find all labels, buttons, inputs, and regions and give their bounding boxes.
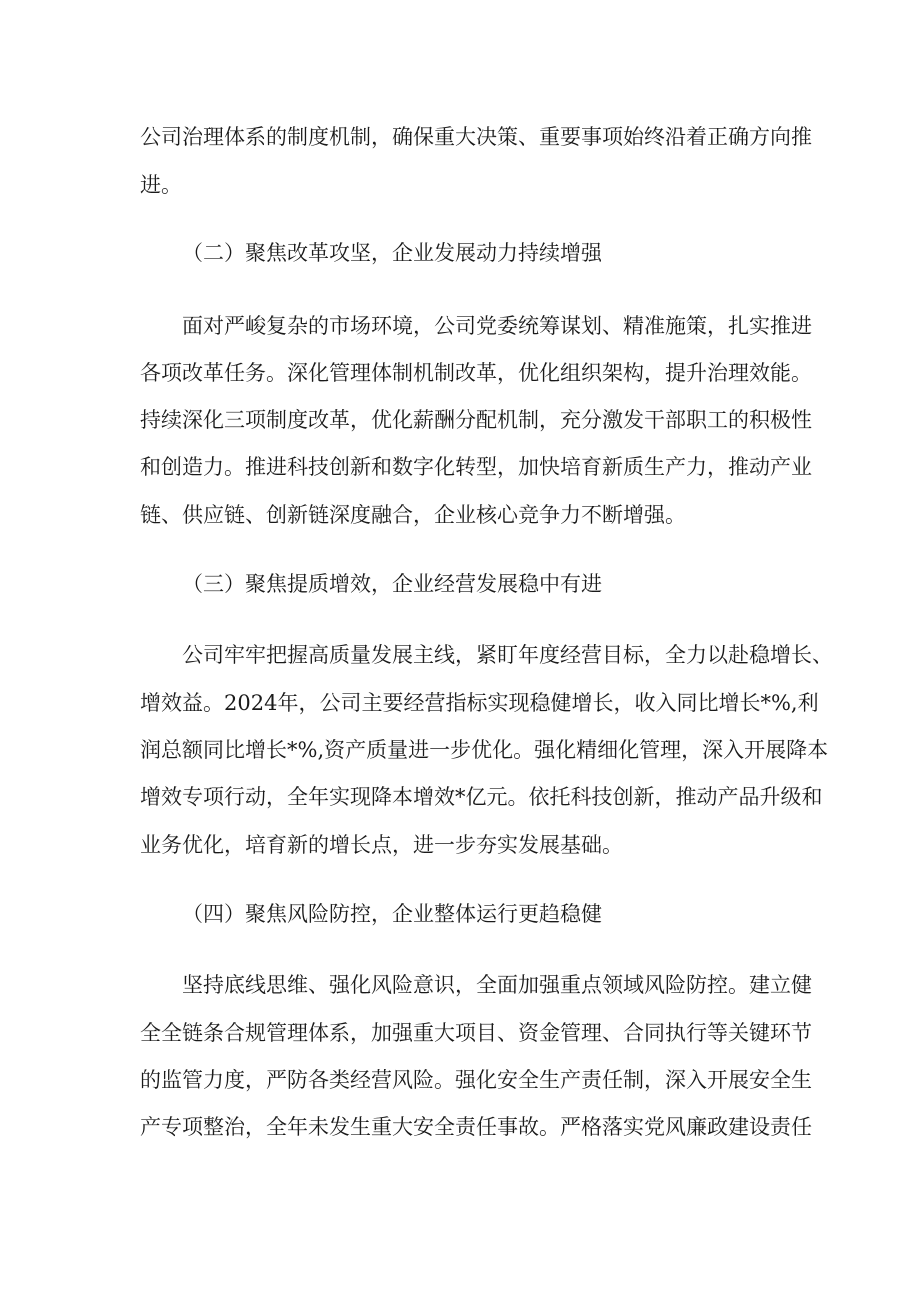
paragraph-3-line-1: 公司牢牢把握高质量发展主线，紧盯年度经营目标，全力以赴稳增长、 [182,643,833,667]
paragraph-2-line-1: 面对严峻复杂的市场环境，公司党委统筹谋划、精准施策，扎实推进 [182,314,812,338]
paragraph-3-line-5: 业务优化，培育新的增长点，进一步夯实发展基础。 [140,833,623,857]
section-heading-3: （三）聚焦提质增效，企业经营发展稳中有进 [182,572,602,596]
paragraph-4-line-4: 产专项整治，全年未发生重大安全责任事故。严格落实党风廉政建设责任 [140,1115,812,1139]
section-heading-4: （四）聚焦风险防控，企业整体运行更趋稳健 [182,902,602,926]
paragraph-2-line-2: 各项改革任务。深化管理体制机制改革，优化组织架构，提升治理效能。 [140,361,812,385]
paragraph-1-line-1: 公司治理体系的制度机制，确保重大决策、重要事项始终沿着正确方向推 [140,125,812,149]
paragraph-4-line-3: 的监管力度，严防各类经营风险。强化安全生产责任制，深入开展安全生 [140,1068,812,1092]
paragraph-2-line-5: 链、供应链、创新链深度融合，企业核心竞争力不断增强。 [140,503,686,527]
paragraph-4-line-1: 坚持底线思维、强化风险意识，全面加强重点领域风险防控。建立健 [182,973,812,997]
paragraph-3-line-2: 增效益。2024年，公司主要经营指标实现稳健增长，收入同比增长*%,利 [140,691,819,715]
paragraph-3-line-4: 增效专项行动，全年实现降本增效*亿元。依托科技创新，推动产品升级和 [140,785,823,809]
paragraph-1-line-2: 进。 [140,173,182,197]
section-heading-2: （二）聚焦改革攻坚，企业发展动力持续增强 [182,241,602,265]
paragraph-4-line-2: 全全链条合规管理体系，加强重大项目、资金管理、合同执行等关键环节 [140,1021,812,1045]
paragraph-2-line-4: 和创造力。推进科技创新和数字化转型，加快培育新质生产力，推动产业 [140,455,812,479]
paragraph-3-line-3: 润总额同比增长*%,资产质量进一步优化。强化精细化管理，深入开展降本 [140,738,829,762]
paragraph-2-line-3: 持续深化三项制度改革，优化薪酬分配机制，充分激发干部职工的积极性 [140,408,812,432]
